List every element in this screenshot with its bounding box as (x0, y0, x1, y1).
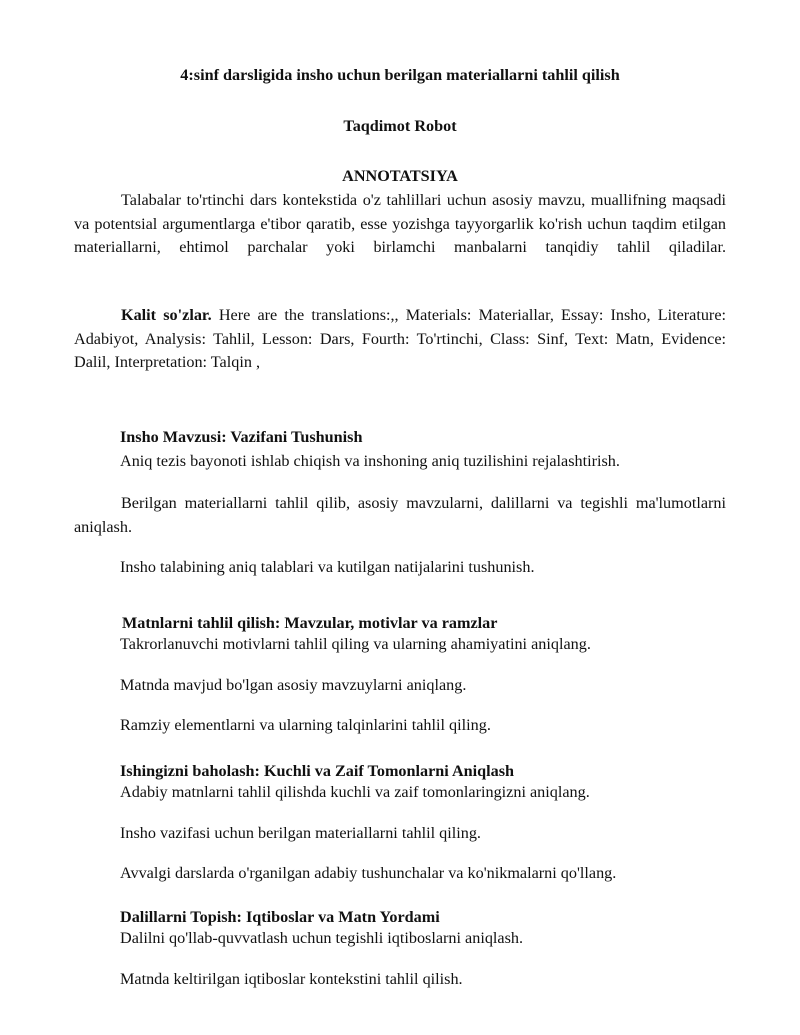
section-item: Aniq tezis bayonoti ishlab chiqish va inshoning aniq tuzilishini rejalashtirish. (120, 452, 620, 470)
section-heading: Ishingizni baholash: Kuchli va Zaif Tomonlarni Aniqlash (120, 762, 515, 780)
keywords-label: Kalit so'zlar. (121, 306, 212, 324)
section-item: Adabiy matnlarni tahlil qilishda kuchli va zaif tomonlaringizni aniqlang. (120, 783, 590, 801)
section-item: Insho vazifasi uchun berilgan materiallarni tahlil qiling. (120, 824, 481, 842)
section-item: Takrorlanuvchi motivlarni tahlil qiling va ularning ahamiyatini aniqlang. (120, 635, 591, 653)
document-author: Taqdimot Robot (343, 117, 457, 135)
section-item: Matnda keltirilgan iqtiboslar kontekstini tahlil qilish. (120, 970, 463, 988)
section-heading: Insho Mavzusi: Vazifani Tushunish (120, 428, 363, 446)
keywords-text: Here are the translations:,, Materials: Materiallar, Essay: Insho, Literature: Adabiyot, Analysis: Tahlil, Lesson: Dars, Fourth: To'rtinchi, Class: Sinf, Text: Matn, Evidence: Dalil, Interpretation: Talqin , (74, 306, 726, 371)
section-item: Ramziy elementlarni va ularning talqinlarini tahlil qiling. (120, 716, 491, 734)
annotation-heading: ANNOTATSIYA (342, 167, 458, 185)
annotation-paragraph: Talabalar to'rtinchi dars kontekstida o'z tahlillari uchun asosiy mavzu, muallifning maqsadi va potentsial argumentlarga e'tibor qaratib, esse yozishga tayyorgarlik ko'rish uchun taqdim etilgan materiallarni, ehtimol parchalar yoki birlamchi manbalarni tanqidiy tahlil qiladilar. (74, 191, 726, 256)
document-title: 4:sinf darsligida insho uchun berilgan materiallarni tahlil qilish (180, 66, 620, 84)
section-heading: Matnlarni tahlil qilish: Mavzular, motivlar va ramzlar (122, 614, 498, 632)
section-item: Insho talabining aniq talablari va kutilgan natijalarini tushunish. (120, 558, 535, 576)
section-item: Berilgan materiallarni tahlil qilib, asosiy mavzularni, dalillarni va tegishli ma'lumotlarni aniqlash. (74, 494, 726, 536)
section-item: Dalilni qo'llab-quvvatlash uchun tegishli iqtiboslarni aniqlash. (120, 929, 524, 947)
section-item: Avvalgi darslarda o'rganilgan adabiy tushunchalar va ko'nikmalarni qo'llang. (120, 864, 617, 882)
keywords-paragraph (74, 304, 726, 375)
section-heading: Dalillarni Topish: Iqtiboslar va Matn Yordami (120, 908, 440, 926)
section-item: Matnda mavjud bo'lgan asosiy mavzuylarni aniqlang. (120, 676, 467, 694)
